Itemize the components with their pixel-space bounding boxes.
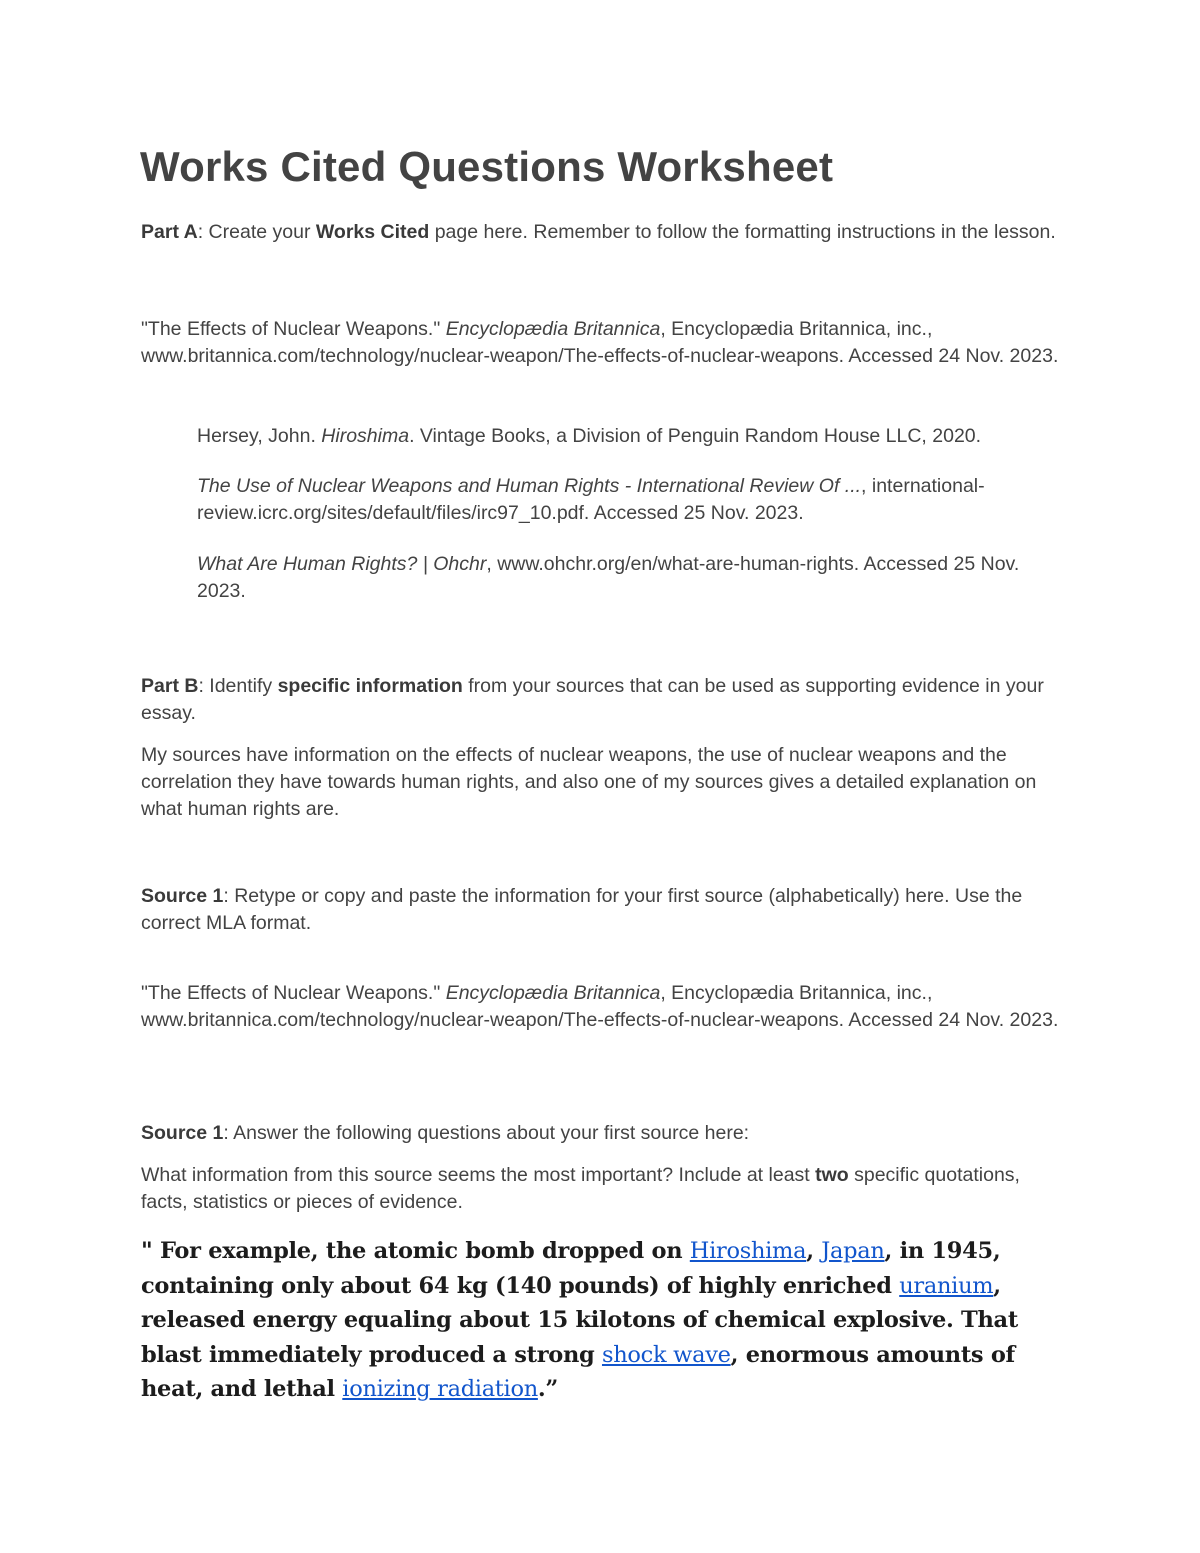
source1-question: What information from this source seems the most important? Include at least two specific quotations, facts, statistics or pieces of evidence.: [141, 1164, 1020, 1213]
citation-britannica: "The Effects of Nuclear Weapons." Encyclopædia Britannica, Encyclopædia Britannica, inc., www.britannica.com/technology/nuclear-weapon/The-effects-of-nuclear-weapons. Accessed 24 Nov. 2023.: [141, 318, 1059, 367]
citation-hersey: Hersey, John. Hiroshima. Vintage Books, a Division of Penguin Random House LLC, 2020.: [197, 425, 982, 447]
source1-citation: "The Effects of Nuclear Weapons." Encyclopædia Britannica, Encyclopædia Britannica, inc., www.britannica.com/technology/nuclear-weapon/The-effects-of-nuclear-weapons. Accessed 24 Nov. 2023.: [141, 982, 1059, 1031]
part-b-label: Part B: [141, 675, 199, 697]
source1-label: Source 1: [141, 885, 224, 907]
two-term: two: [815, 1164, 849, 1186]
source1-info-instructions: Source 1: Retype or copy and paste the information for your first source (alphabetically) here. Use the correct MLA format.: [141, 885, 1023, 934]
citation-icrc: The Use of Nuclear Weapons and Human Rights - International Review Of ..., international-review.icrc.org/sites/default/files/irc97_10.pdf. Accessed 25 Nov. 2023.: [197, 475, 985, 524]
specific-information-term: specific information: [277, 675, 463, 697]
citation-ohchr: What Are Human Rights? | Ohchr, www.ohchr.org/en/what-are-human-rights. Accessed 25 Nov. 2023.: [197, 553, 1020, 602]
part-b-instructions: Part B: Identify specific information from your sources that can be used as supporting evidence in your essay.: [141, 675, 1044, 724]
page-title: Works Cited Questions Worksheet: [140, 143, 834, 190]
source1-questions-label: Source 1: [141, 1122, 224, 1144]
part-a-instructions: Part A: Create your Works Cited page here. Remember to follow the formatting instructions in the lesson.: [141, 221, 1056, 243]
part-b-answer: My sources have information on the effects of nuclear weapons, the use of nuclear weapons and the correlation they have towards human rights, and also one of my sources gives a detailed explanation on what human rights are.: [141, 744, 1037, 820]
source1-questions-instructions: Source 1: Answer the following questions about your first source here:: [141, 1122, 750, 1144]
link-shock-wave[interactable]: shock wave: [601, 1341, 731, 1368]
part-a-label: Part A: [141, 221, 198, 243]
link-hiroshima[interactable]: Hiroshima: [689, 1238, 807, 1264]
link-uranium[interactable]: uranium: [899, 1272, 994, 1299]
works-cited-term: Works Cited: [315, 221, 430, 243]
link-japan[interactable]: Japan: [821, 1238, 885, 1264]
source1-quotation: " For example, the atomic bomb dropped on Hiroshima, Japan, in 1945, containing only about 64 kg (140 pounds) of highly enriched uranium, released energy equaling about 15 kilotons of chemical explosive. That blast immediately produced a strong shock wave, enormous amounts of heat, and lethal ionizing radiation.”: [141, 1238, 1018, 1402]
link-ionizing-radiation[interactable]: ionizing radiation: [342, 1376, 538, 1402]
